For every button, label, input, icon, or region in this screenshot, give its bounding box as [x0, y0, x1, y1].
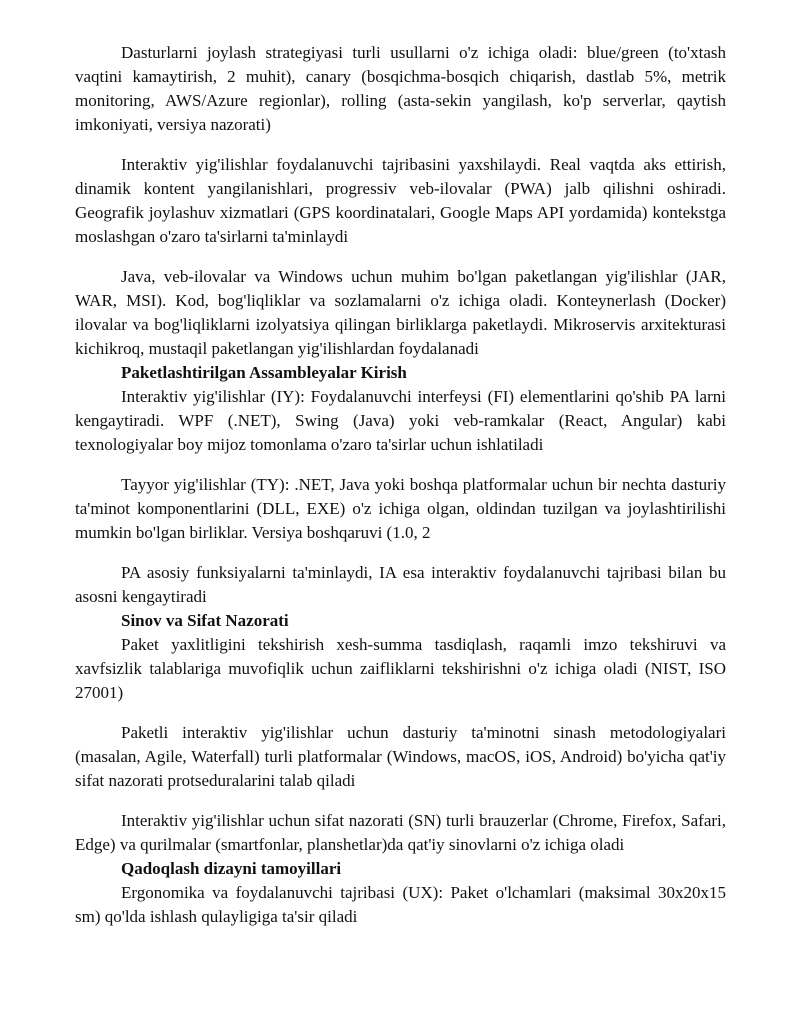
paragraph-ty-definition: Tayyor yig'ilishlar (TY): .NET, Java yoki boshqa platformalar uchun bir nechta dasturiy ta'minot komponentlarini (DLL, EXE) o'z ichiga olgan, oldindan tuzilgan va joylashtirilishi mumkin bo'lgan birliklar. Versiya boshqaruvi (1.0, 2 [75, 475, 726, 542]
paragraph-interactive-assemblies: Interaktiv yig'ilishlar foydalanuvchi tajribasini yaxshilaydi. Real vaqtda aks ettirish, dinamik kontent yangilanishlari, progressiv veb-ilovalar (PWA) jalb qilishni oshiradi. Geografik joylashuv xizmatlari (GPS koordinatalari, Google Maps API yordamida) kontekstga moslashgan o'zaro ta'sirlarni ta'minlaydi [75, 155, 726, 246]
paragraph-ergonomics: Ergonomika va foydalanuvchi tajribasi (UX): Paket o'lchamlari (maksimal 30x20x15 sm) qo'lda ishlash qulayligiga ta'sir qiladi [75, 883, 726, 926]
paragraph-packaged-assemblies: Java, veb-ilovalar va Windows uchun muhim bo'lgan paketlangan yig'ilishlar (JAR, WAR, MSI). Kod, bog'liqliklar va sozlamalarni o'z ichiga oladi. Konteynerlash (Docker) ilovalar va bog'liqliklarni izolyatsiya qilingan birliklarga paketlaydi. Mikroservis arxitekturasi kichikroq, mustaqil paketlangan yig'ilishlardan foydalanadi [75, 267, 726, 358]
section-heading-packaging-design: Qadoqlash dizayni tamoyillari [121, 859, 342, 878]
paragraph-pa-ia-summary: PA asosiy funksiyalarni ta'minlaydi, IA esa interaktiv foydalanuvchi tajribasi bilan bu asosni kengaytiradi [75, 563, 726, 606]
paragraph-iy-definition: Interaktiv yig'ilishlar (IY): Foydalanuvchi interfeysi (FI) elementlarini qo'shib PA larni kengaytiradi. WPF (.NET), Swing (Java) yoki veb-ramkalar (React, Angular) kabi texnologiyalar boy mijoz tomonlama o'zaro ta'sirlar uchun ishlatiladi [75, 387, 726, 454]
paragraph-testing-methodologies: Paketli interaktiv yig'ilishlar uchun dasturiy ta'minotni sinash metodologiyalari (masalan, Agile, Waterfall) turli platformalar (Windows, macOS, iOS, Android) bo'yicha qat'iy sifat nazorati protseduralarini talab qiladi [75, 723, 726, 790]
paragraph-package-integrity: Paket yaxlitligini tekshirish xesh-summa tasdiqlash, raqamli imzo tekshiruvi va xavfsizlik talablariga muvofiqlik uchun zaifliklarni tekshirishni o'z ichiga oladi (NIST, ISO 27001) [75, 635, 726, 702]
section-heading-packaged-assemblies: Paketlashtirilgan Assambleyalar Kirish [121, 363, 407, 382]
document-page [75, 41, 726, 929]
paragraph-quality-control: Interaktiv yig'ilishlar uchun sifat nazorati (SN) turli brauzerlar (Chrome, Firefox, Safari, Edge) va qurilmalar (smartfonlar, planshetlar)da qat'iy sinovlarni o'z ichiga oladi [75, 811, 726, 854]
section-heading-testing-quality: Sinov va Sifat Nazorati [121, 611, 289, 630]
paragraph-deployment-strategies: Dasturlarni joylash strategiyasi turli usullarni o'z ichiga oladi: blue/green (to'xtash vaqtini kamaytirish, 2 muhit), canary (bosqichma-bosqich chiqarish, dastlab 5%, metrik monitoring, AWS/Azure regionlar), rolling (asta-sekin yangilash, ko'p serverlar, qaytish imkoniyati, versiya nazorati) [75, 43, 726, 134]
